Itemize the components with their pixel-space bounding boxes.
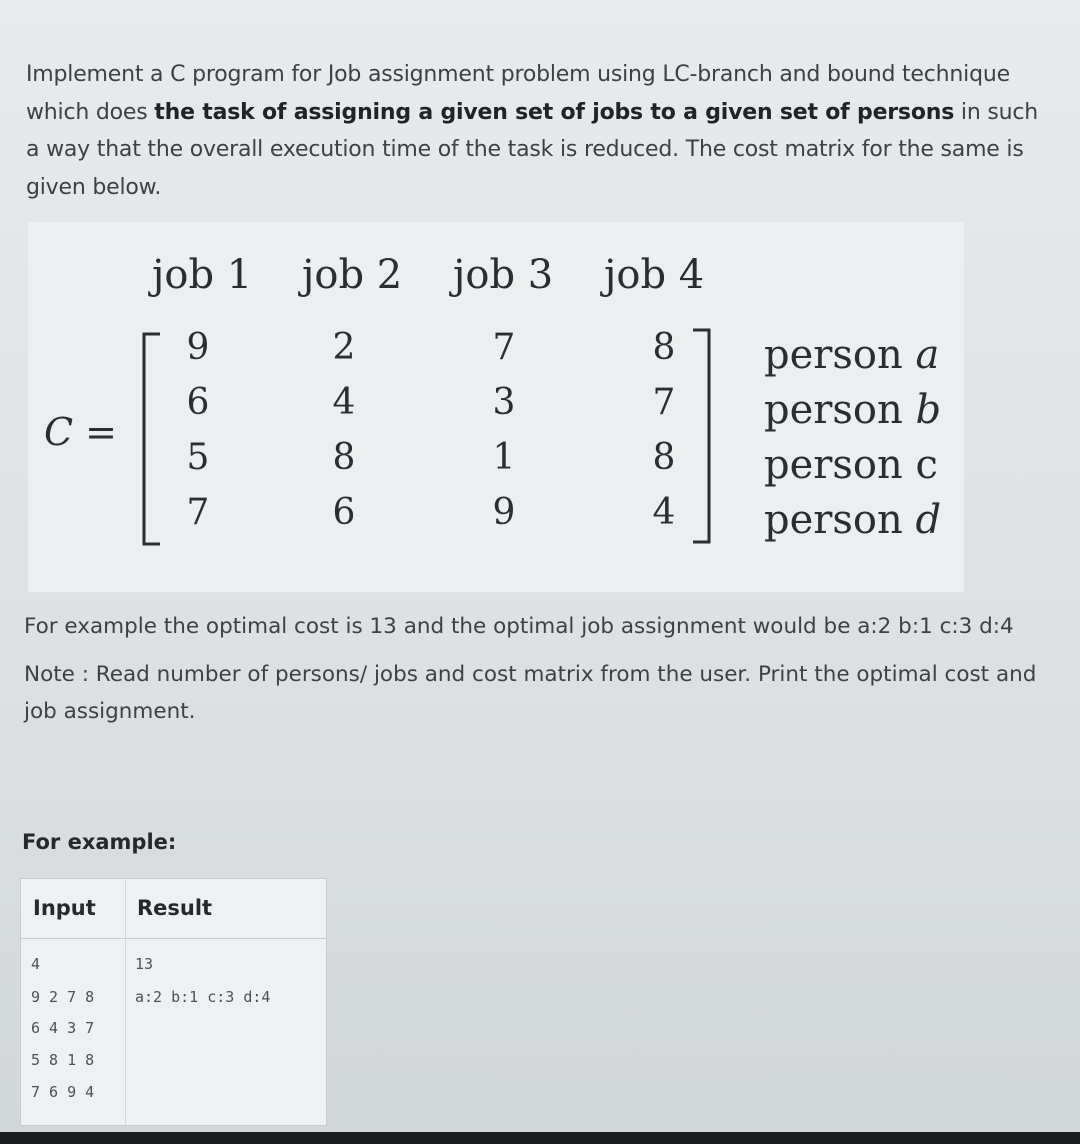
left-bracket — [144, 334, 160, 544]
cell-a-1: 9 — [186, 327, 210, 368]
row-label-b-letter: b — [915, 387, 942, 433]
column-divider — [125, 879, 126, 1125]
row-label-b-word: person — [764, 387, 903, 433]
table-header — [21, 879, 326, 939]
question-text — [26, 56, 1056, 206]
cell-d-3: 9 — [492, 492, 516, 533]
row-label-c-letter: c — [915, 442, 938, 488]
row-label-a — [764, 332, 939, 378]
row-label-d-word: person — [764, 497, 903, 543]
result-line-2: a:2 b:1 c:3 d:4 — [135, 988, 271, 1006]
cell-d-4: 4 — [652, 492, 676, 533]
input-line-2: 9 2 7 8 — [31, 988, 95, 1006]
cell-d-1: 7 — [186, 492, 210, 533]
table-header-result: Result — [137, 896, 213, 920]
cost-matrix-figure — [28, 222, 964, 592]
example-table — [20, 878, 327, 1126]
row-label-b — [764, 387, 941, 433]
question-intro-part1: Implement a C program for Job assignment problem using LC-branch and bound technique which does — [26, 62, 1010, 125]
screen-bezel — [0, 1132, 1080, 1144]
matrix-label-var: C — [44, 410, 74, 454]
example-text: For example the optimal cost is 13 and the optimal job assignment would be a:2 b:1 c:3 d:4 — [24, 614, 1014, 639]
matrix-label-eq: = — [73, 410, 117, 454]
right-bracket — [693, 330, 709, 542]
row-label-c — [764, 442, 938, 488]
input-line-4: 5 8 1 8 — [31, 1051, 95, 1069]
cell-c-1: 5 — [186, 437, 210, 478]
row-label-d — [764, 497, 941, 543]
cell-b-1: 6 — [186, 382, 210, 423]
input-line-3: 6 4 3 7 — [31, 1019, 95, 1037]
cell-a-4: 8 — [652, 327, 676, 368]
input-line-5: 7 6 9 4 — [31, 1083, 95, 1101]
cell-d-2: 6 — [332, 492, 356, 533]
row-label-d-letter: d — [915, 497, 942, 543]
job-header-2: job 2 — [302, 252, 403, 298]
row-label-a-letter: a — [915, 332, 940, 378]
cell-c-2: 8 — [332, 437, 356, 478]
cell-c-4: 8 — [652, 437, 676, 478]
question-intro-bold: the task of assigning a given set of jobs to a given set of persons — [154, 99, 955, 125]
job-header-3: job 3 — [453, 252, 554, 298]
input-line-1: 4 — [31, 955, 41, 973]
row-label-a-word: person — [764, 332, 903, 378]
job-header-4: job 4 — [604, 252, 705, 298]
job-header-1: job 1 — [152, 252, 253, 298]
cell-b-3: 3 — [492, 382, 516, 423]
result-line-1: 13 — [135, 955, 154, 973]
table-header-input: Input — [33, 896, 96, 920]
note-text: Note : Read number of persons/ jobs and cost matrix from the user. Print the optimal cost and job assignment. — [24, 662, 1037, 724]
example-label: For example: — [22, 830, 177, 854]
question-intro-part2: in such a way that the overall execution time of the task is reduced. The cost matrix for the same is given below. — [26, 99, 1038, 200]
cell-b-4: 7 — [652, 382, 676, 423]
row-label-c-word: person — [764, 442, 903, 488]
cell-a-3: 7 — [492, 327, 516, 368]
cell-b-2: 4 — [332, 382, 356, 423]
cell-c-3: 1 — [492, 437, 516, 478]
cell-a-2: 2 — [332, 327, 356, 368]
